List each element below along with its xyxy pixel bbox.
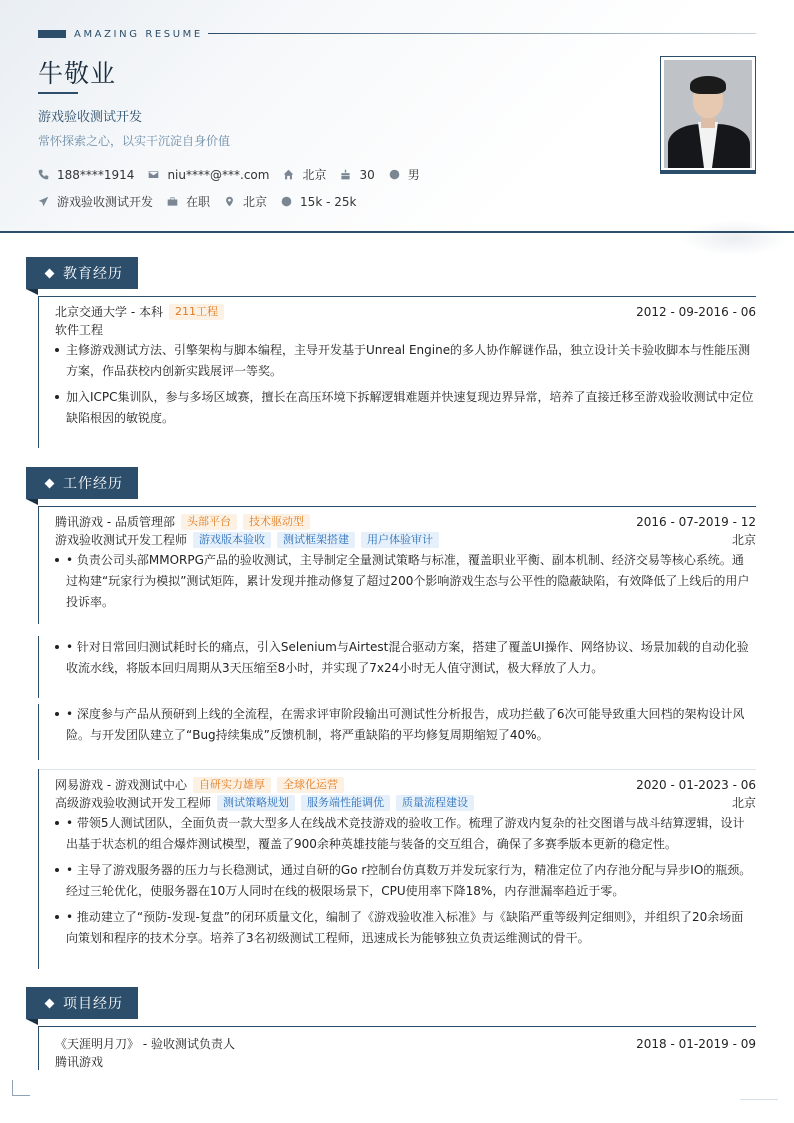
diamond-icon — [45, 268, 55, 278]
candidate-motto: 常怀探索之心，以实干沉淀自身价值 — [38, 134, 231, 148]
section-fold — [26, 499, 38, 505]
job-company-row — [55, 513, 756, 530]
project-company-row — [55, 1053, 756, 1070]
email-item — [148, 168, 269, 182]
job-company-row — [55, 776, 756, 793]
job-timeline — [38, 769, 39, 969]
brand — [38, 27, 203, 41]
phone-icon — [38, 169, 49, 180]
city-item — [283, 166, 326, 183]
education-heading-text: 教育经历 — [63, 266, 123, 282]
role-tag: 测试策略规划 — [217, 795, 295, 811]
company-tag: 头部平台 — [181, 514, 237, 530]
candidate-name: 牛敬业 — [38, 59, 117, 88]
diamond-icon — [45, 478, 55, 488]
project-date: 2018 - 01-2019 - 09 — [636, 1036, 756, 1051]
briefcase-icon — [167, 196, 178, 207]
brand-bar — [38, 30, 66, 38]
home-icon — [283, 169, 294, 180]
job-role: 游戏验收测试开发工程师 — [55, 533, 188, 547]
job-date: 2016 - 07-2019 - 12 — [636, 514, 756, 529]
job-timeline — [38, 506, 39, 624]
project-name: 《天涯明月刀》 - 验收测试负责人 — [55, 1037, 235, 1051]
education-major-row — [55, 321, 756, 338]
avatar-hair — [690, 76, 726, 94]
phone-item — [38, 168, 134, 182]
salary-value: 15k - 25k — [300, 194, 357, 209]
education-rule — [38, 296, 756, 297]
avatar-photo — [664, 60, 752, 168]
money-icon — [281, 196, 292, 207]
page-corner-mark — [12, 1080, 30, 1096]
target-job-item — [38, 193, 153, 210]
age-value: 30 — [359, 167, 375, 182]
job-role-row — [55, 794, 756, 811]
city-value: 北京 — [302, 168, 327, 182]
job-role: 高级游戏验收测试开发工程师 — [55, 796, 212, 810]
email-value: niu****@***.com — [167, 167, 270, 182]
job-bullet: • 针对日常回归测试耗时长的痛点，引入Selenium与Airtest混合驱动方案，搭建了覆盖UI操作、网络协议、场景加载的自动化验收流水线，将版本回归周期从3天压缩至8小时，并实现了7x24小时无人值守测试，极大释放了人力。 — [55, 637, 755, 679]
job-bullet: • 深度参与产品从预研到上线的全流程，在需求评审阶段输出可测试性分析报告，成功拦截了6次可能导致重大回档的架构设计风险。与开发团队建立了“Bug持续集成”反馈机制，将严重缺陷的平均修复周期缩短了40%。 — [55, 704, 755, 746]
location-icon — [224, 196, 235, 207]
education-date: 2012 - 09-2016 - 06 — [636, 304, 756, 319]
company-tag: 全球化运营 — [277, 777, 344, 793]
work-heading-text: 工作经历 — [63, 476, 123, 492]
age-item — [340, 168, 374, 182]
job-timeline — [38, 704, 39, 760]
project-company: 腾讯游戏 — [55, 1055, 104, 1069]
section-fold — [26, 1019, 38, 1025]
job-date: 2020 - 01-2023 - 06 — [636, 777, 756, 792]
project-row — [55, 1035, 756, 1052]
job-role-row — [55, 531, 756, 548]
role-tag: 质量流程建设 — [396, 795, 474, 811]
education-bullet: 主修游戏测试方法、引擎架构与脚本编程，主导开发基于Unreal Engine的多人协作解谜作品，独立设计关卡验收脚本与性能压测方案，作品获校内创新实践展评一等奖。 — [55, 340, 755, 382]
education-school-row — [55, 303, 756, 320]
target-city-value: 北京 — [243, 195, 268, 209]
mail-icon — [148, 169, 159, 180]
send-icon — [38, 196, 49, 207]
diamond-icon — [45, 998, 55, 1008]
intent-row — [38, 193, 370, 210]
job-bullet: • 负责公司头部MMORPG产品的验收测试，主导制定全量测试策略与标准，覆盖职业平衡、副本机制、经济交易等核心系统。通过构建“玩家行为模拟”测试矩阵，累计发现并推动修复了超过200个影响游戏生态与公平性的隐蔽缺陷，有效降低了上线后的用户投诉率。 — [55, 550, 755, 613]
section-fold — [26, 289, 38, 295]
status-item — [167, 193, 210, 210]
job-company: 网易游戏 - 游戏测试中心 — [55, 778, 187, 792]
avatar — [660, 56, 756, 172]
target-city-item — [224, 193, 267, 210]
contact-row — [38, 166, 434, 183]
projects-heading — [26, 987, 138, 1019]
phone-value: 188****1914 — [57, 167, 135, 182]
major: 软件工程 — [55, 323, 104, 337]
school-tag: 211工程 — [169, 304, 224, 320]
company-tag: 自研实力雄厚 — [193, 777, 271, 793]
avatar-bar — [660, 170, 756, 174]
job-company: 腾讯游戏 - 品质管理部 — [55, 515, 175, 529]
job-bullet: • 带领5人测试团队，全面负责一款大型多人在线战术竞技游戏的验收工作。梳理了游戏内复杂的社交图谱与战斗结算逻辑，设计出基于状态机的组合爆炸测试模型，覆盖了900余种英雄技能与装备的交互组合，确保了多赛季版本更新的稳定性。 — [55, 813, 755, 855]
projects-rule — [38, 1026, 756, 1027]
role-tag: 游戏版本验收 — [193, 532, 271, 548]
gender-value: 男 — [407, 168, 420, 182]
education-heading — [26, 257, 138, 289]
education-bullet: 加入ICPC集训队，参与多场区域赛，擅长在高压环境下拆解逻辑难题并快速复现边界异常，培养了直接迁移至游戏验收测试中定位缺陷根因的敏锐度。 — [55, 387, 755, 429]
job-city: 北京 — [731, 533, 756, 547]
project-timeline — [38, 1026, 39, 1070]
job-city: 北京 — [731, 796, 756, 810]
candidate-title: 游戏验收测试开发 — [38, 110, 143, 125]
role-tag: 用户体验审计 — [361, 532, 439, 548]
gender-icon — [389, 169, 400, 180]
target-job-value: 游戏验收测试开发 — [57, 195, 154, 209]
role-tag: 服务端性能调优 — [301, 795, 390, 811]
header-divider — [0, 231, 794, 233]
brand-text: AMAZING RESUME — [74, 28, 203, 40]
job-separator — [38, 769, 756, 770]
work-rule — [38, 506, 756, 507]
brand-rule — [208, 33, 756, 34]
cake-icon — [340, 169, 351, 180]
job-bullet: • 推动建立了“预防-发现-复盘”的闭环质量文化，编制了《游戏验收准入标准》与《缺陷严重等级判定细则》，并组织了20余场面向策划和程序的技术分享。培养了3名初级测试工程师，迅速成长为能够独立负责运维测试的骨干。 — [55, 907, 755, 949]
work-heading — [26, 467, 138, 499]
role-tag: 测试框架搭建 — [277, 532, 355, 548]
status-value: 在职 — [186, 195, 211, 209]
gender-item — [389, 166, 420, 183]
school-name: 北京交通大学 - 本科 — [55, 305, 163, 319]
decorative-shadow — [680, 220, 790, 256]
name-underline — [38, 92, 78, 94]
company-tag: 技术驱动型 — [243, 514, 310, 530]
page-corner-line — [740, 1099, 778, 1100]
job-bullet: • 主导了游戏服务器的压力与长稳测试，通过自研的Go r控制台仿真数万并发玩家行为，精准定位了内存池分配与异步IO的瓶颈。经过三轮优化，使服务器在10万人同时在线的极限场景下，CPU使用率下降18%，内存泄漏率趋近于零。 — [55, 860, 755, 902]
education-timeline — [38, 296, 39, 448]
projects-heading-text: 项目经历 — [63, 996, 123, 1012]
job-timeline — [38, 636, 39, 698]
salary-item — [281, 195, 356, 209]
